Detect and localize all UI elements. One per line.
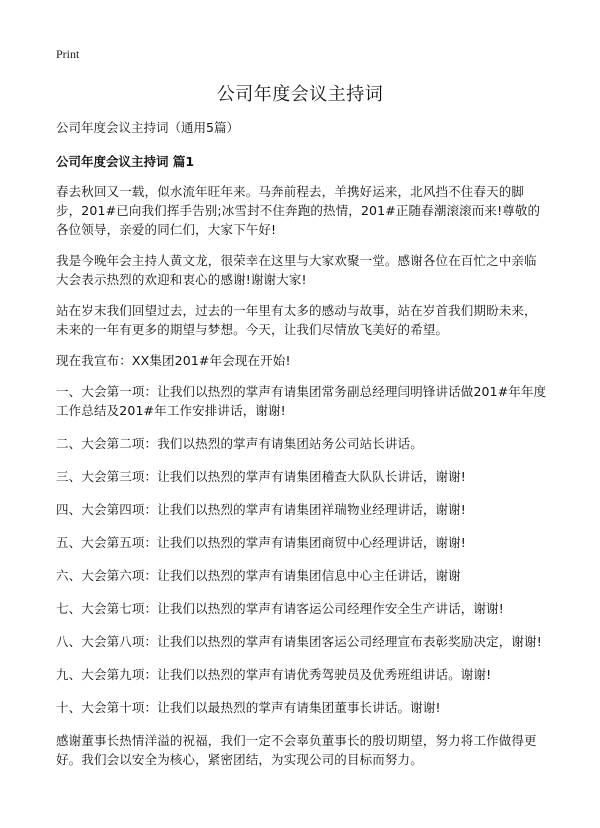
opening-announcement: 现在我宣布：XX集团201#年会现在开始! xyxy=(56,353,291,368)
agenda-item: 二、大会第二项：我们以热烈的掌声有请集团站务公司站长讲话。 xyxy=(56,436,423,451)
agenda-item: 三、大会第三项：让我们以热烈的掌声有请集团稽查大队队长讲话，谢谢! xyxy=(56,469,466,484)
page-title: 公司年度会议主持词 xyxy=(216,84,384,105)
print-link[interactable]: Print xyxy=(56,47,80,61)
opening-paragraph: 春去秋回又一载，似水流年旺年来。马奔前程去，羊携好运来，北风挡不住春天的脚步，201#已向我们挥手告别;冰雪封不住奔跑的热情，201#正随春潮滚滚而来!尊敬的各位领导，亲爱的同仁们，大家下午好! xyxy=(56,184,541,237)
agenda-item: 十、大会第十项：让我们以最热烈的掌声有请集团董事长讲话。谢谢! xyxy=(56,700,441,715)
agenda-item: 八、大会第八项：让我们以热烈的掌声有请集团客运公司经理宣布表彰奖励决定，谢谢! xyxy=(56,634,542,649)
agenda-item: 九、大会第九项：让我们以热烈的掌声有请优秀驾驶员及优秀班组讲话。谢谢! xyxy=(56,667,492,682)
agenda-item: 四、大会第四项：让我们以热烈的掌声有请集团祥瑞物业经理讲话，谢谢! xyxy=(56,502,466,517)
article-body xyxy=(56,120,548,781)
agenda-item: 一、大会第一项：让我们以热烈的掌声有请集团常务副总经理闫明锋讲话做201#年年度工作总结及201#年工作安排讲话，谢谢! xyxy=(56,384,547,418)
section-heading: 公司年度会议主持词 篇1 xyxy=(56,154,195,169)
article-subtitle: 公司年度会议主持词（通用5篇） xyxy=(56,120,239,135)
closing-paragraph: 感谢董事长热情洋溢的祝福，我们一定不会辜负董事长的殷切期望，努力将工作做得更好。我们会以安全为核心，紧密团结，为实现公司的目标而努力。 xyxy=(56,733,537,767)
agenda-item: 五、大会第五项：让我们以热烈的掌声有请集团商贸中心经理讲话，谢谢! xyxy=(56,535,466,550)
agenda-item: 七、大会第七项：让我们以热烈的掌声有请客运公司经理作安全生产讲话，谢谢! xyxy=(56,601,504,616)
host-intro-paragraph: 我是今晚年会主持人黄文龙，很荣幸在这里与大家欢聚一堂。感谢各位在百忙之中亲临大会表示热烈的欢迎和衷心的感谢!谢谢大家! xyxy=(56,253,537,287)
agenda-item: 六、大会第六项：让我们以热烈的掌声有请集团信息中心主任讲话，谢谢 xyxy=(56,568,461,583)
reflection-paragraph: 站在岁末我们回望过去，过去的一年里有太多的感动与故事，站在岁首我们期盼未来，未来的一年有更多的期望与梦想。今天，让我们尽情放飞美好的希望。 xyxy=(56,303,537,337)
